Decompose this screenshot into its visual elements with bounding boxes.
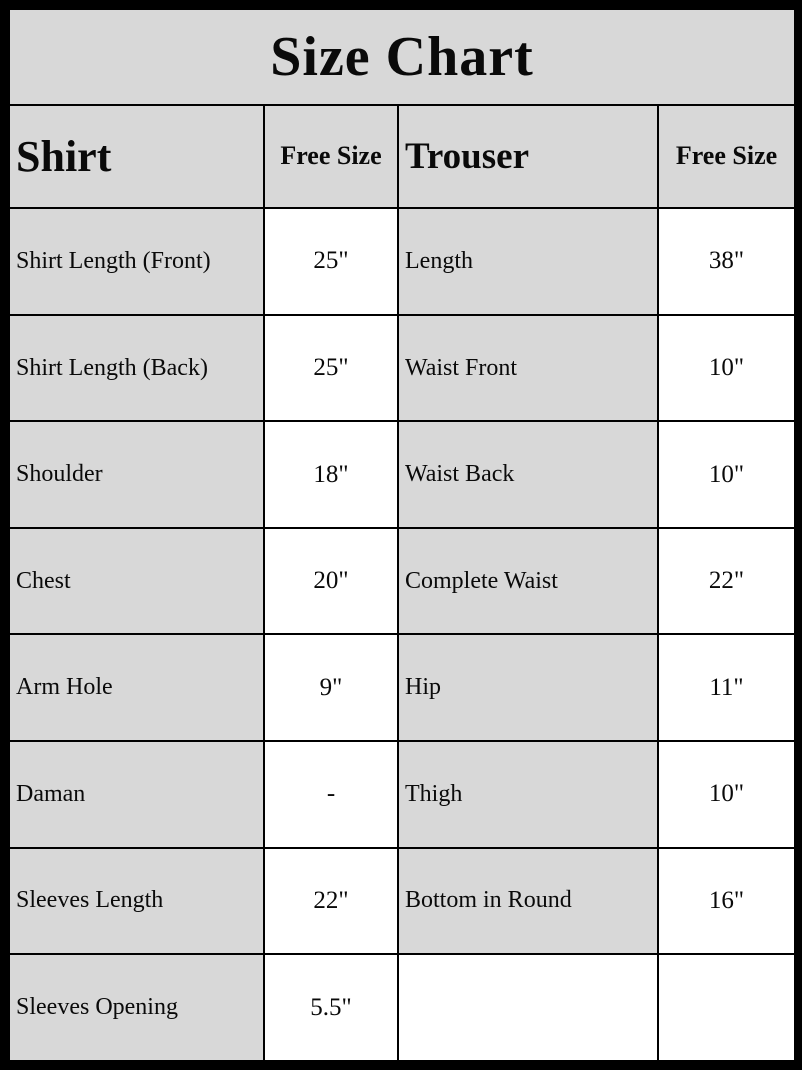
- column-header-trouser-free-size: Free Size: [658, 105, 795, 209]
- trouser-measurement-value: [658, 954, 795, 1061]
- trouser-measurement-value: 22": [658, 528, 795, 635]
- shirt-measurement-value: 18": [264, 421, 398, 528]
- shirt-measurement-label: Daman: [9, 741, 264, 848]
- table-row: [9, 528, 795, 635]
- shirt-measurement-value: 25": [264, 208, 398, 315]
- page-title: Size Chart: [9, 9, 795, 105]
- column-header-trouser: Trouser: [398, 105, 658, 209]
- trouser-measurement-label: Complete Waist: [398, 528, 658, 635]
- shirt-measurement-label: Sleeves Opening: [9, 954, 264, 1061]
- trouser-measurement-label: Length: [398, 208, 658, 315]
- shirt-measurement-label: Shoulder: [9, 421, 264, 528]
- shirt-measurement-value: 25": [264, 315, 398, 422]
- table-row: [9, 208, 795, 315]
- shirt-measurement-value: 9": [264, 634, 398, 741]
- trouser-measurement-label: Bottom in Round: [398, 848, 658, 955]
- shirt-measurement-value: 22": [264, 848, 398, 955]
- table-row: [9, 315, 795, 422]
- shirt-measurement-value: 5.5": [264, 954, 398, 1061]
- trouser-measurement-value: 38": [658, 208, 795, 315]
- trouser-measurement-value: 10": [658, 421, 795, 528]
- table-row: [9, 741, 795, 848]
- shirt-measurement-value: 20": [264, 528, 398, 635]
- shirt-measurement-label: Shirt Length (Back): [9, 315, 264, 422]
- header-row: [9, 105, 795, 209]
- table-row: [9, 634, 795, 741]
- shirt-measurement-label: Chest: [9, 528, 264, 635]
- table-row: [9, 848, 795, 955]
- title-row: [9, 9, 795, 105]
- trouser-measurement-label: Waist Front: [398, 315, 658, 422]
- trouser-measurement-value: 16": [658, 848, 795, 955]
- trouser-measurement-value: 10": [658, 741, 795, 848]
- column-header-shirt: Shirt: [9, 105, 264, 209]
- trouser-measurement-label: [398, 954, 658, 1061]
- column-header-shirt-free-size: Free Size: [264, 105, 398, 209]
- shirt-measurement-label: Sleeves Length: [9, 848, 264, 955]
- trouser-measurement-label: Thigh: [398, 741, 658, 848]
- table-row: [9, 954, 795, 1061]
- trouser-measurement-value: 10": [658, 315, 795, 422]
- shirt-measurement-label: Arm Hole: [9, 634, 264, 741]
- trouser-measurement-label: Waist Back: [398, 421, 658, 528]
- trouser-measurement-label: Hip: [398, 634, 658, 741]
- trouser-measurement-value: 11": [658, 634, 795, 741]
- table-row: [9, 421, 795, 528]
- shirt-measurement-label: Shirt Length (Front): [9, 208, 264, 315]
- size-chart-table: [8, 8, 796, 1062]
- shirt-measurement-value: -: [264, 741, 398, 848]
